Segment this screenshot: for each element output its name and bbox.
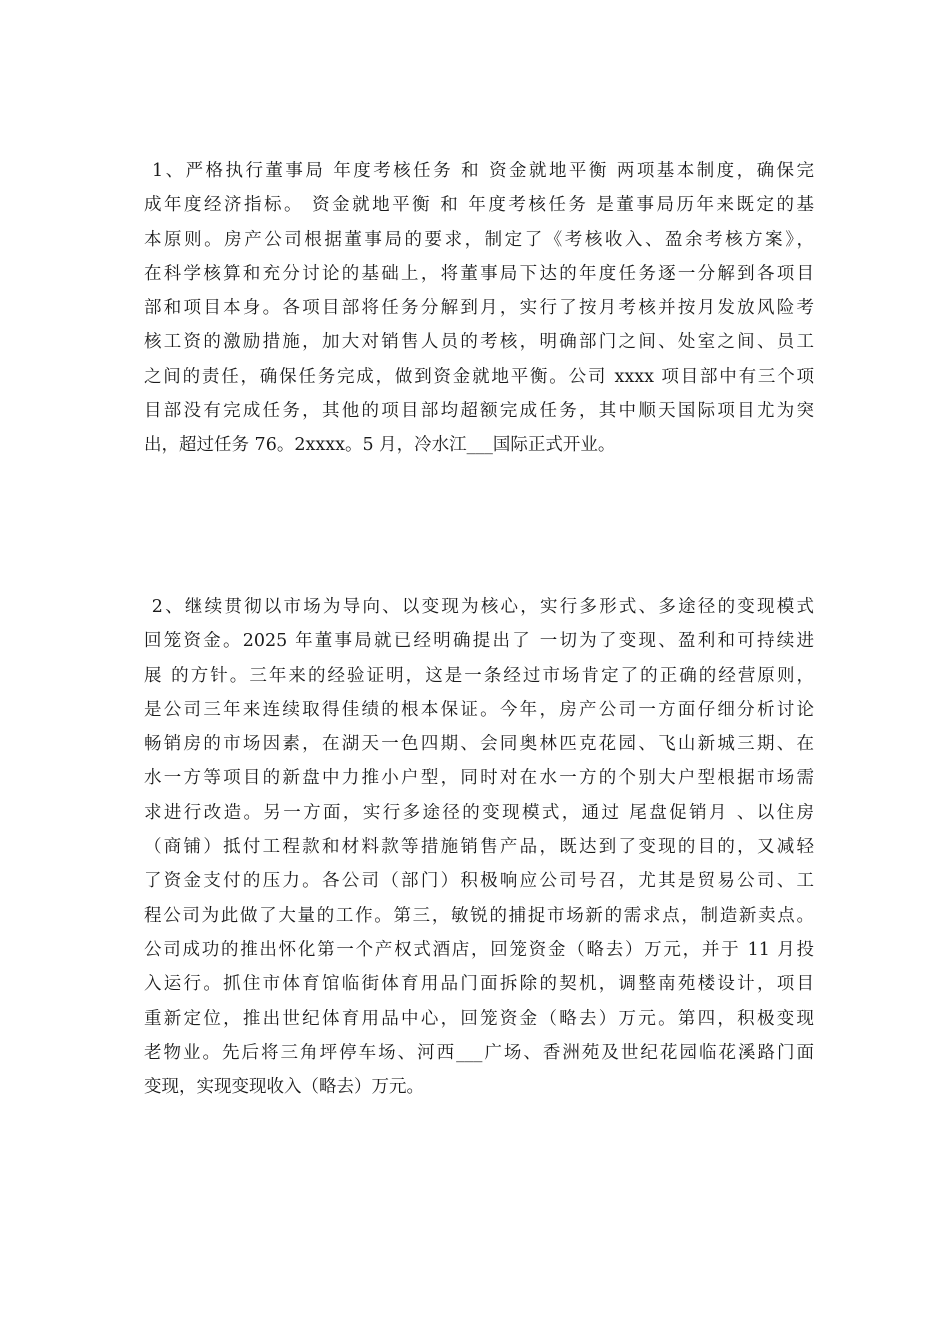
paragraph-line: 重新定位，推出世纪体育用品中心，回笼资金（略去）万元。第四，积极变现 bbox=[144, 1008, 814, 1029]
paragraph-line: 成年度经济指标。 资金就地平衡 和 年度考核任务 是董事局历年来既定的基 bbox=[144, 195, 814, 216]
paragraph-line: 核工资的激励措施，加大对销售人员的考核，明确部门之间、处室之间、员工 bbox=[144, 332, 814, 353]
paragraph-line: 求进行改造。另一方面，实行多途径的变现模式，通过 尾盘促销月 、以住房 bbox=[144, 802, 814, 823]
paragraph-line: 之间的责任，确保任务完成，做到资金就地平衡。公司 xxxx 项目部中有三个项 bbox=[144, 366, 814, 387]
paragraph-line: 了资金支付的压力。各公司（部门）积极响应公司号召，尤其是贸易公司、工 bbox=[144, 871, 814, 892]
paragraph-line: 出，超过任务 76。2xxxx。5 月，冷水江___国际正式开业。 bbox=[144, 435, 616, 456]
paragraph-line: 本原则。房产公司根据董事局的要求，制定了《考核收入、盈余考核方案》， bbox=[144, 229, 814, 250]
paragraph-line: （商铺）抵付工程款和材料款等措施销售产品，既达到了变现的目的，又减轻 bbox=[144, 837, 814, 858]
paragraph-line: 程公司为此做了大量的工作。第三，敏锐的捕捉市场新的需求点，制造新卖点。 bbox=[144, 905, 814, 926]
paragraph-line: 公司成功的推出怀化第一个产权式酒店，回笼资金（略去）万元，并于 11 月投 bbox=[144, 939, 814, 960]
paragraph-line: 1、严格执行董事局 年度考核任务 和 资金就地平衡 两项基本制度，确保完 bbox=[144, 161, 814, 181]
paragraph-1 bbox=[144, 154, 814, 463]
paragraph-line: 变现，实现变现收入（略去）万元。 bbox=[144, 1077, 424, 1098]
paragraph-line: 2、继续贯彻以市场为导向、以变现为核心，实行多形式、多途径的变现模式 bbox=[144, 597, 814, 617]
paragraph-line: 水一方等项目的新盘中力推小户型，同时对在水一方的个别大户型根据市场需 bbox=[144, 768, 814, 789]
paragraph-line: 目部没有完成任务，其他的项目部均超额完成任务，其中顺天国际项目尤为突 bbox=[144, 401, 814, 422]
paragraph-2 bbox=[144, 590, 814, 1104]
paragraph-line: 入运行。抓住市体育馆临街体育用品门面拆除的契机，调整南苑楼设计，项目 bbox=[144, 974, 814, 995]
paragraph-line: 老物业。先后将三角坪停车场、河西___广场、香洲苑及世纪花园临花溪路门面 bbox=[144, 1042, 814, 1063]
paragraph-line: 畅销房的市场因素，在湖天一色四期、会同奥林匹克花园、飞山新城三期、在 bbox=[144, 734, 814, 755]
paragraph-line: 是公司三年来连续取得佳绩的根本保证。今年，房产公司一方面仔细分析讨论 bbox=[144, 699, 814, 720]
paragraph-line: 部和项目本身。各项目部将任务分解到月，实行了按月考核并按月发放风险考 bbox=[144, 298, 814, 319]
paragraph-line: 在科学核算和充分讨论的基础上，将董事局下达的年度任务逐一分解到各项目 bbox=[144, 263, 814, 284]
paragraph-line: 回笼资金。2025 年董事局就已经明确提出了 一切为了变现、盈利和可持续进 bbox=[144, 631, 814, 652]
paragraph-line: 展 的方针。三年来的经验证明，这是一条经过市场肯定了的正确的经营原则， bbox=[144, 665, 814, 686]
